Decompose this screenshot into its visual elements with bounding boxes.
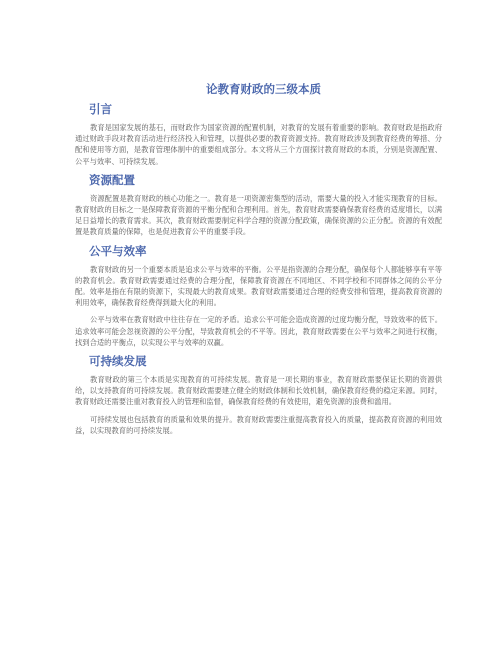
paragraph: 资源配置是教育财政的核心功能之一。教育是一项资源密集型的活动，需要大量的投入才能实现教育的目标。教育财政的目标之一是保障教育资源的平衡分配和合理利用。首先，教育财政需要确保教育经费的适度增长，以满足日益增长的教育需求。其次，教育财政需要制定科学合理的资源分配政策，确保资源的公正分配。资源的有效配置是教育质量的保障，也是促进教育公平的重要手段。 <box>75 193 442 237</box>
section-resource-allocation <box>75 173 442 238</box>
section-sustainable-development <box>75 354 442 436</box>
section-heading-resource-allocation: 资源配置 <box>89 172 135 187</box>
paragraph: 教育财政的第三个本质是实现教育的可持续发展。教育是一项长期的事业，教育财政需要保证长期的资源供给，以支持教育的可持续发展。教育财政需要建立健全的财政体制和长效机制，确保教育经费的稳定来源。同时，教育财政还需要注重对教育投入的管理和监督，确保教育经费的有效使用，避免资源的浪费和滥用。 <box>75 375 442 407</box>
paragraph: 教育是国家发展的基石，而财政作为国家资源的配置机制，对教育的发展有着重要的影响。教育财政是指政府通过财政手段对教育活动进行经济投入和管理，以提供必要的教育资源支持。教育财政涉及到教育经费的筹措、分配和使用等方面，是教育管理体制中的重要组成部分。本文将从三个方面探讨教育财政的本质，分别是资源配置、公平与效率、可持续发展。 <box>75 123 442 166</box>
paragraph: 教育财政的另一个重要本质是追求公平与效率的平衡。公平是指资源的合理分配，确保每个人都能够享有平等的教育机会。教育财政需要通过经费的合理分配，保障教育资源在不同地区、不同学校和不同群体之间的公平分配。效率是指在有限的资源下，实现最大的教育成果。教育财政需要通过合理的经费安排和管理，提高教育资源的利用效率，确保教育经费得到最大化的利用。 <box>75 264 442 308</box>
section-introduction <box>75 102 442 167</box>
section-equity-efficiency <box>75 244 442 348</box>
document-title: 论教育财政的三级本质 <box>206 82 321 96</box>
section-heading-equity-efficiency: 公平与效率 <box>89 243 147 258</box>
section-heading-introduction: 引言 <box>89 102 112 116</box>
paragraph: 公平与效率在教育财政中往往存在一定的矛盾。追求公平可能会造成资源的过度均衡分配，导致效率的低下。追求效率可能会忽视资源的公平分配，导致教育机会的不平等。因此，教育财政需要在公平与效率之间进行权衡，找到合适的平衡点，以实现公平与效率的双赢。 <box>75 315 442 347</box>
section-heading-sustainable-development: 可持续发展 <box>89 354 147 369</box>
paragraph: 可持续发展也包括教育的质量和效果的提升。教育财政需要注重提高教育投入的质量，提高教育资源的利用效益，以实现教育的可持续发展。 <box>75 414 442 435</box>
